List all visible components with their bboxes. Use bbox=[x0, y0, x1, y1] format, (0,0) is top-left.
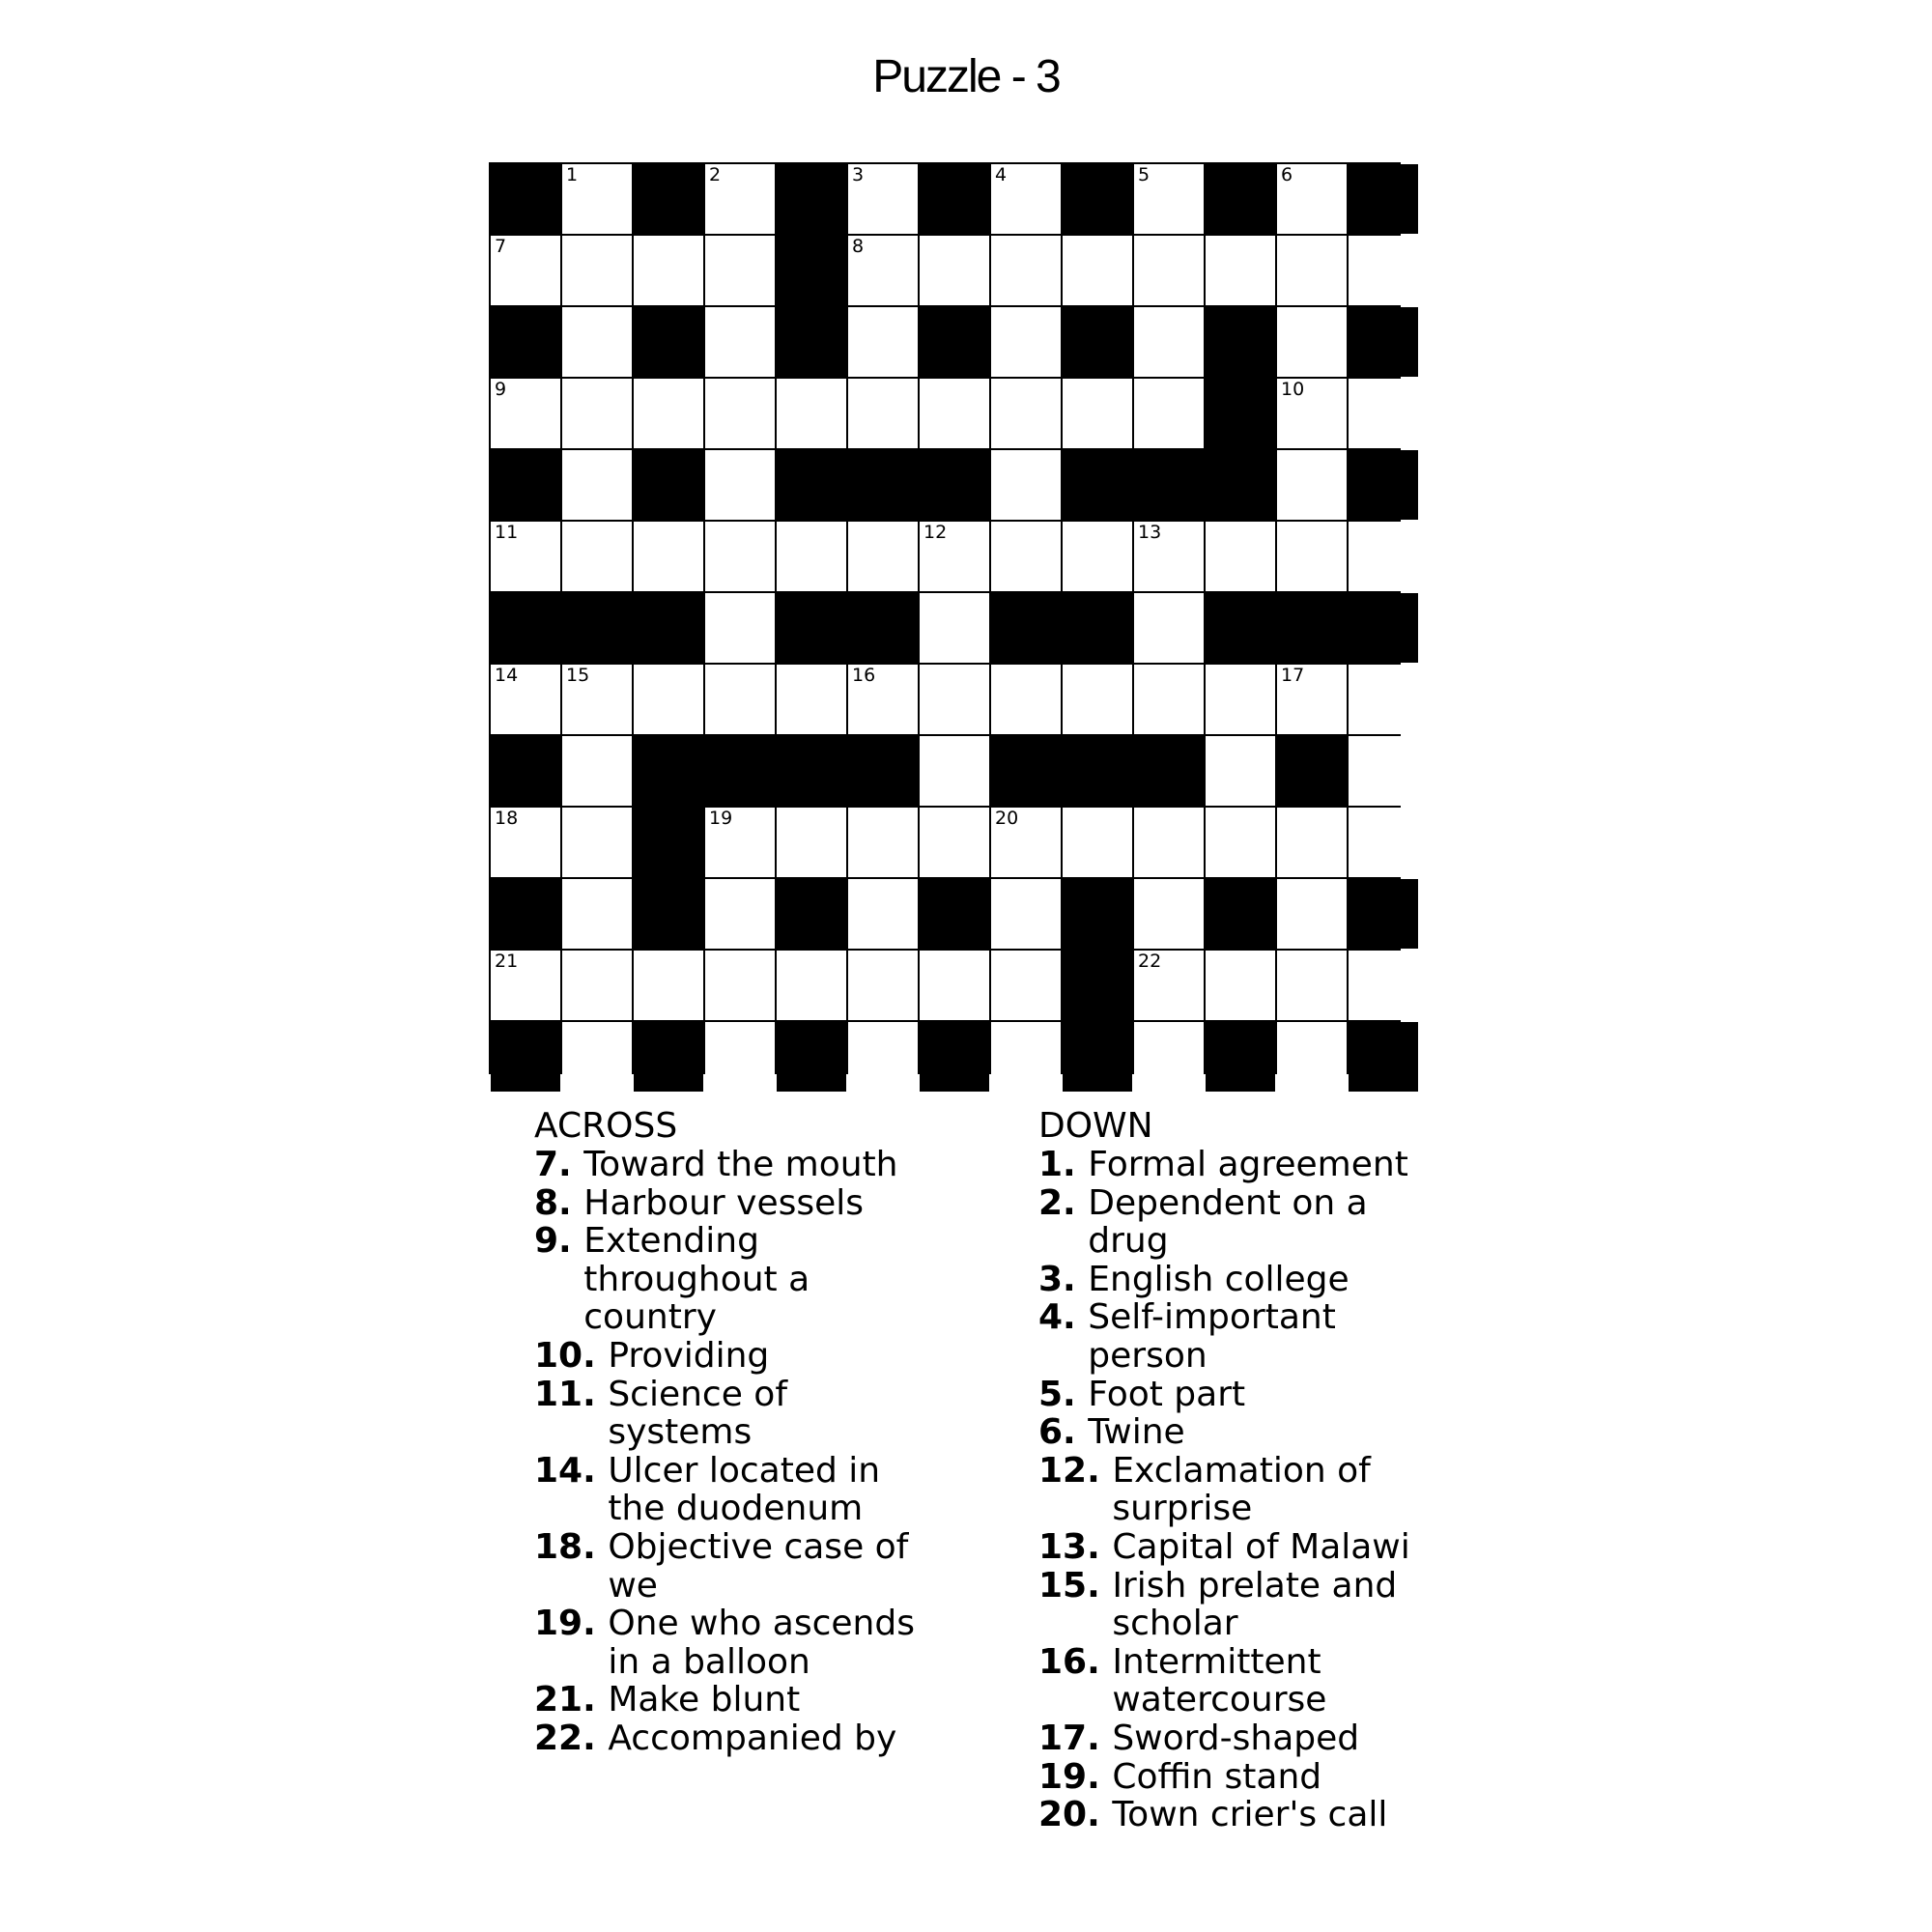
clue-number: 6. bbox=[1038, 1412, 1089, 1453]
grid-cell-black bbox=[1063, 307, 1132, 377]
down-clues bbox=[1038, 1146, 1440, 1834]
grid-cell-black bbox=[848, 736, 918, 806]
grid-cell-black bbox=[491, 164, 560, 234]
grid-cell[interactable] bbox=[1277, 879, 1347, 949]
clue-text: Accompanied by bbox=[608, 1718, 897, 1758]
grid-cell-black bbox=[491, 307, 560, 377]
grid-cell[interactable] bbox=[1277, 522, 1347, 591]
grid-cell[interactable] bbox=[705, 522, 775, 591]
grid-cell-black bbox=[634, 164, 703, 234]
grid-cell[interactable] bbox=[491, 665, 560, 734]
grid-cell-black bbox=[1349, 1022, 1418, 1092]
cell-number: 7 bbox=[495, 236, 507, 257]
grid-cell[interactable] bbox=[991, 307, 1061, 377]
down-clue-list bbox=[1038, 1107, 1440, 1834]
down-clue bbox=[1038, 1261, 1440, 1299]
grid-cell[interactable] bbox=[705, 307, 775, 377]
grid-cell[interactable] bbox=[491, 951, 560, 1020]
grid-cell-black bbox=[777, 236, 846, 305]
grid-cell-black bbox=[1063, 951, 1132, 1020]
across-clue-list bbox=[534, 1107, 926, 1758]
grid-cell-black bbox=[1206, 593, 1275, 663]
grid-cell-black bbox=[991, 593, 1061, 663]
clue-number: 14. bbox=[534, 1450, 609, 1491]
down-clue bbox=[1038, 1184, 1440, 1261]
grid-cell-black bbox=[491, 879, 560, 949]
across-clue bbox=[534, 1681, 926, 1719]
grid-cell-black bbox=[1206, 1022, 1275, 1092]
cell-number: 9 bbox=[495, 379, 507, 400]
clue-text: Coffin stand bbox=[1112, 1756, 1322, 1797]
grid-cell[interactable] bbox=[562, 307, 632, 377]
grid-cell[interactable] bbox=[848, 236, 918, 305]
clue-number: 15. bbox=[1038, 1565, 1113, 1605]
grid-cell[interactable] bbox=[1134, 164, 1204, 234]
grid-cell-black bbox=[991, 736, 1061, 806]
clue-text: Exclamation of surprise bbox=[1112, 1450, 1371, 1529]
grid-cell[interactable] bbox=[1063, 808, 1132, 877]
grid-cell[interactable] bbox=[991, 951, 1061, 1020]
grid-cell[interactable] bbox=[1277, 379, 1347, 448]
grid-cell[interactable] bbox=[1134, 879, 1204, 949]
grid-cell-black bbox=[777, 879, 846, 949]
grid-cell[interactable] bbox=[920, 522, 989, 591]
grid-cell[interactable] bbox=[491, 379, 560, 448]
down-clue bbox=[1038, 1298, 1440, 1375]
cell-number: 13 bbox=[1138, 522, 1162, 543]
grid-cell-black bbox=[1349, 593, 1418, 663]
clue-text: Harbour vessels bbox=[583, 1182, 865, 1223]
grid-cell[interactable] bbox=[991, 879, 1061, 949]
grid-cell[interactable] bbox=[1277, 450, 1347, 520]
grid-cell-black bbox=[634, 879, 703, 949]
grid-cell[interactable] bbox=[1063, 522, 1132, 591]
grid-cell-black bbox=[1349, 879, 1418, 949]
across-clues bbox=[534, 1146, 926, 1758]
grid-cell[interactable] bbox=[1134, 951, 1204, 1020]
grid-cell[interactable] bbox=[705, 593, 775, 663]
grid-cell[interactable] bbox=[1277, 307, 1347, 377]
grid-cell[interactable] bbox=[991, 808, 1061, 877]
grid-cell[interactable] bbox=[848, 379, 918, 448]
clue-number: 11. bbox=[534, 1374, 609, 1414]
clue-number: 1. bbox=[1038, 1145, 1089, 1184]
clue-number: 4. bbox=[1038, 1297, 1089, 1338]
grid-cell-black bbox=[1063, 879, 1132, 949]
down-clue bbox=[1038, 1376, 1440, 1414]
grid-cell-black bbox=[777, 164, 846, 234]
down-clue bbox=[1038, 1643, 1440, 1719]
grid-cell[interactable] bbox=[1063, 379, 1132, 448]
grid-cell-black bbox=[1206, 164, 1275, 234]
clue-text: Extending throughout a country bbox=[583, 1221, 810, 1338]
grid-cell-black bbox=[705, 736, 775, 806]
grid-cell-black bbox=[634, 593, 703, 663]
across-clue bbox=[534, 1222, 926, 1337]
grid-cell-black bbox=[634, 736, 703, 806]
grid-cell[interactable] bbox=[991, 379, 1061, 448]
cell-number: 1 bbox=[566, 164, 579, 185]
grid-cell-black bbox=[1063, 450, 1132, 520]
cell-number: 12 bbox=[923, 522, 948, 543]
cell-number: 5 bbox=[1138, 164, 1151, 185]
grid-cell-black bbox=[920, 307, 989, 377]
grid-cell[interactable] bbox=[777, 522, 846, 591]
grid-cell[interactable] bbox=[1277, 236, 1347, 305]
grid-cell-black bbox=[1206, 879, 1275, 949]
across-clue bbox=[534, 1184, 926, 1223]
clue-text: Twine bbox=[1088, 1412, 1185, 1453]
grid-cell-black bbox=[634, 450, 703, 520]
crossword-grid bbox=[489, 162, 1401, 1074]
across-clue bbox=[534, 1452, 926, 1528]
clue-text: Intermittent watercourse bbox=[1112, 1641, 1327, 1720]
grid-cell[interactable] bbox=[562, 736, 632, 806]
grid-cell[interactable] bbox=[1134, 665, 1204, 734]
grid-cell[interactable] bbox=[562, 236, 632, 305]
grid-cell-black bbox=[1277, 736, 1347, 806]
clue-text: Dependent on a drug bbox=[1088, 1182, 1368, 1262]
clue-text: Science of systems bbox=[608, 1374, 788, 1453]
down-clue bbox=[1038, 1758, 1440, 1797]
cell-number: 16 bbox=[852, 665, 876, 686]
grid-cell-black bbox=[1206, 307, 1275, 377]
grid-cell-black bbox=[634, 808, 703, 877]
clue-text: One who ascends in a balloon bbox=[608, 1604, 915, 1682]
grid-cell-black bbox=[920, 879, 989, 949]
grid-cell[interactable] bbox=[1277, 1022, 1347, 1092]
down-clue bbox=[1038, 1146, 1440, 1184]
cell-number: 15 bbox=[566, 665, 590, 686]
grid-cell[interactable] bbox=[920, 236, 989, 305]
clue-text: Ulcer located in the duodenum bbox=[608, 1450, 881, 1529]
grid-cell[interactable] bbox=[562, 522, 632, 591]
grid-cell-black bbox=[1349, 450, 1418, 520]
clue-number: 8. bbox=[534, 1182, 584, 1223]
clue-text: Sword-shaped bbox=[1112, 1718, 1360, 1758]
grid-cell-black bbox=[1349, 164, 1418, 234]
grid-cell[interactable] bbox=[1134, 808, 1204, 877]
grid-cell[interactable] bbox=[1349, 665, 1418, 734]
clue-number: 12. bbox=[1038, 1450, 1113, 1491]
across-clue bbox=[534, 1146, 926, 1184]
across-clue bbox=[534, 1376, 926, 1452]
grid-cell[interactable] bbox=[848, 879, 918, 949]
grid-cell-black bbox=[920, 1022, 989, 1092]
clue-number: 21. bbox=[534, 1680, 609, 1720]
clue-number: 3. bbox=[1038, 1259, 1089, 1299]
grid-cell[interactable] bbox=[634, 951, 703, 1020]
down-clue bbox=[1038, 1452, 1440, 1528]
cell-number: 11 bbox=[495, 522, 519, 543]
grid-cell[interactable] bbox=[991, 665, 1061, 734]
grid-cell[interactable] bbox=[1349, 236, 1418, 305]
grid-cell[interactable] bbox=[1349, 808, 1418, 877]
grid-cell[interactable] bbox=[848, 951, 918, 1020]
grid-cell[interactable] bbox=[491, 808, 560, 877]
grid-cell[interactable] bbox=[991, 522, 1061, 591]
clue-text: Providing bbox=[608, 1335, 770, 1376]
clue-text: Toward the mouth bbox=[583, 1145, 898, 1184]
grid-cell[interactable] bbox=[562, 951, 632, 1020]
grid-cell[interactable] bbox=[1349, 736, 1418, 806]
grid-cell[interactable] bbox=[705, 665, 775, 734]
grid-cell[interactable] bbox=[1349, 379, 1418, 448]
grid-cell[interactable] bbox=[562, 1022, 632, 1092]
grid-cell[interactable] bbox=[1206, 236, 1275, 305]
grid-cell[interactable] bbox=[1134, 307, 1204, 377]
grid-cell[interactable] bbox=[1206, 736, 1275, 806]
grid-cell-black bbox=[777, 307, 846, 377]
grid-cell-black bbox=[491, 593, 560, 663]
grid-cell-black bbox=[1206, 450, 1275, 520]
grid-cell-black bbox=[491, 1022, 560, 1092]
grid-cell[interactable] bbox=[777, 379, 846, 448]
grid-cell[interactable] bbox=[1206, 808, 1275, 877]
grid-cell[interactable] bbox=[562, 164, 632, 234]
grid-cell-black bbox=[777, 450, 846, 520]
cell-number: 21 bbox=[495, 951, 519, 972]
grid-cell-black bbox=[491, 736, 560, 806]
clue-text: Foot part bbox=[1088, 1374, 1246, 1414]
grid-cell[interactable] bbox=[1349, 951, 1418, 1020]
grid-cell[interactable] bbox=[848, 164, 918, 234]
clue-number: 19. bbox=[534, 1604, 609, 1644]
grid-cell[interactable] bbox=[920, 379, 989, 448]
down-clue bbox=[1038, 1567, 1440, 1643]
clue-text: English college bbox=[1088, 1259, 1350, 1299]
grid-cell[interactable] bbox=[1134, 379, 1204, 448]
clue-text: Self-important person bbox=[1088, 1297, 1336, 1376]
grid-cell[interactable] bbox=[777, 665, 846, 734]
grid-cell[interactable] bbox=[848, 1022, 918, 1092]
grid-cell[interactable] bbox=[491, 522, 560, 591]
grid-cell[interactable] bbox=[705, 879, 775, 949]
grid-cell-black bbox=[1063, 164, 1132, 234]
clue-number: 20. bbox=[1038, 1795, 1113, 1835]
cell-number: 18 bbox=[495, 808, 519, 829]
cell-number: 19 bbox=[709, 808, 733, 829]
grid-cell[interactable] bbox=[705, 379, 775, 448]
grid-cell[interactable] bbox=[1277, 164, 1347, 234]
grid-cell[interactable] bbox=[1206, 522, 1275, 591]
grid-cell-black bbox=[777, 1022, 846, 1092]
grid-cell[interactable] bbox=[920, 808, 989, 877]
grid-cell-black bbox=[848, 593, 918, 663]
grid-cell[interactable] bbox=[1134, 522, 1204, 591]
clue-text: Capital of Malawi bbox=[1112, 1526, 1410, 1567]
clue-number: 10. bbox=[534, 1335, 609, 1376]
grid-cell-black bbox=[562, 593, 632, 663]
grid-cell[interactable] bbox=[1134, 236, 1204, 305]
clue-number: 17. bbox=[1038, 1718, 1113, 1758]
grid-cell-black bbox=[1134, 736, 1204, 806]
down-clue bbox=[1038, 1719, 1440, 1758]
cell-number: 6 bbox=[1281, 164, 1293, 185]
down-clue bbox=[1038, 1796, 1440, 1834]
grid-cell[interactable] bbox=[1134, 1022, 1204, 1092]
grid-cell-black bbox=[920, 450, 989, 520]
grid-cell[interactable] bbox=[920, 736, 989, 806]
grid-cell[interactable] bbox=[562, 450, 632, 520]
grid-cell-black bbox=[1206, 379, 1275, 448]
grid-cell[interactable] bbox=[920, 593, 989, 663]
grid-cell[interactable] bbox=[562, 808, 632, 877]
grid-cell-black bbox=[848, 450, 918, 520]
clue-number: 19. bbox=[1038, 1756, 1113, 1797]
grid-cell[interactable] bbox=[562, 379, 632, 448]
grid-cell[interactable] bbox=[1063, 236, 1132, 305]
clue-number: 16. bbox=[1038, 1641, 1113, 1682]
cell-number: 22 bbox=[1138, 951, 1162, 972]
grid-cell[interactable] bbox=[705, 236, 775, 305]
clue-number: 2. bbox=[1038, 1182, 1089, 1223]
grid-cell-black bbox=[1063, 736, 1132, 806]
grid-cell[interactable] bbox=[1063, 665, 1132, 734]
grid-cell-black bbox=[1277, 593, 1347, 663]
grid-cell[interactable] bbox=[1206, 665, 1275, 734]
grid-cell[interactable] bbox=[491, 236, 560, 305]
grid-cell[interactable] bbox=[1206, 951, 1275, 1020]
clue-text: Town crier's call bbox=[1112, 1795, 1388, 1835]
across-heading: ACROSS bbox=[534, 1106, 678, 1146]
clue-number: 7. bbox=[534, 1145, 584, 1184]
grid-cell-black bbox=[777, 736, 846, 806]
clue-text: Formal agreement bbox=[1088, 1145, 1408, 1184]
grid-cell[interactable] bbox=[1277, 808, 1347, 877]
grid-cell-black bbox=[1134, 450, 1204, 520]
grid-cell[interactable] bbox=[991, 1022, 1061, 1092]
clue-text: Make blunt bbox=[608, 1680, 801, 1720]
cell-number: 14 bbox=[495, 665, 519, 686]
grid-cell[interactable] bbox=[1277, 665, 1347, 734]
grid-cell[interactable] bbox=[705, 808, 775, 877]
clue-number: 22. bbox=[534, 1718, 609, 1758]
grid-cell[interactable] bbox=[920, 951, 989, 1020]
cell-number: 17 bbox=[1281, 665, 1305, 686]
cell-number: 4 bbox=[995, 164, 1008, 185]
cell-number: 2 bbox=[709, 164, 722, 185]
down-clue bbox=[1038, 1528, 1440, 1567]
grid-cell[interactable] bbox=[1349, 522, 1418, 591]
grid-cell-black bbox=[777, 593, 846, 663]
grid-cell[interactable] bbox=[634, 236, 703, 305]
grid-cell[interactable] bbox=[562, 665, 632, 734]
grid-cell[interactable] bbox=[562, 879, 632, 949]
cell-number: 8 bbox=[852, 236, 865, 257]
grid-cell[interactable] bbox=[705, 951, 775, 1020]
cell-number: 3 bbox=[852, 164, 865, 185]
grid-cell[interactable] bbox=[848, 307, 918, 377]
down-heading: DOWN bbox=[1038, 1106, 1153, 1146]
clue-number: 18. bbox=[534, 1526, 609, 1567]
grid-cell[interactable] bbox=[991, 236, 1061, 305]
grid-cell[interactable] bbox=[848, 522, 918, 591]
across-clue bbox=[534, 1337, 926, 1376]
clue-text: Objective case of we bbox=[608, 1526, 909, 1605]
clue-text: Irish prelate and scholar bbox=[1112, 1565, 1398, 1644]
grid-cell[interactable] bbox=[705, 164, 775, 234]
grid-cell[interactable] bbox=[848, 665, 918, 734]
grid-cell[interactable] bbox=[991, 164, 1061, 234]
grid-cell-black bbox=[1063, 593, 1132, 663]
grid-cell-black bbox=[1349, 307, 1418, 377]
clue-number: 13. bbox=[1038, 1526, 1113, 1567]
grid-cell-black bbox=[1063, 1022, 1132, 1092]
across-clue bbox=[534, 1605, 926, 1681]
clue-number: 5. bbox=[1038, 1374, 1089, 1414]
grid-cell-black bbox=[491, 450, 560, 520]
grid-cell[interactable] bbox=[1277, 951, 1347, 1020]
across-clue bbox=[534, 1528, 926, 1605]
down-clue bbox=[1038, 1413, 1440, 1452]
grid-cell[interactable] bbox=[920, 665, 989, 734]
grid-cell[interactable] bbox=[705, 450, 775, 520]
grid-cell-black bbox=[634, 1022, 703, 1092]
puzzle-title: Puzzle - 3 bbox=[872, 51, 1060, 102]
grid-cell[interactable] bbox=[848, 808, 918, 877]
grid-cell[interactable] bbox=[777, 951, 846, 1020]
grid-cell-black bbox=[634, 307, 703, 377]
clue-number: 9. bbox=[534, 1221, 584, 1262]
grid-cell-black bbox=[920, 164, 989, 234]
grid-cell[interactable] bbox=[1134, 593, 1204, 663]
grid-cell[interactable] bbox=[777, 808, 846, 877]
grid-cell[interactable] bbox=[634, 379, 703, 448]
across-clue bbox=[534, 1719, 926, 1758]
grid-cell[interactable] bbox=[705, 1022, 775, 1092]
cell-number: 10 bbox=[1281, 379, 1305, 400]
grid-cell[interactable] bbox=[634, 522, 703, 591]
grid-cell[interactable] bbox=[991, 450, 1061, 520]
grid-cell[interactable] bbox=[634, 665, 703, 734]
cell-number: 20 bbox=[995, 808, 1019, 829]
